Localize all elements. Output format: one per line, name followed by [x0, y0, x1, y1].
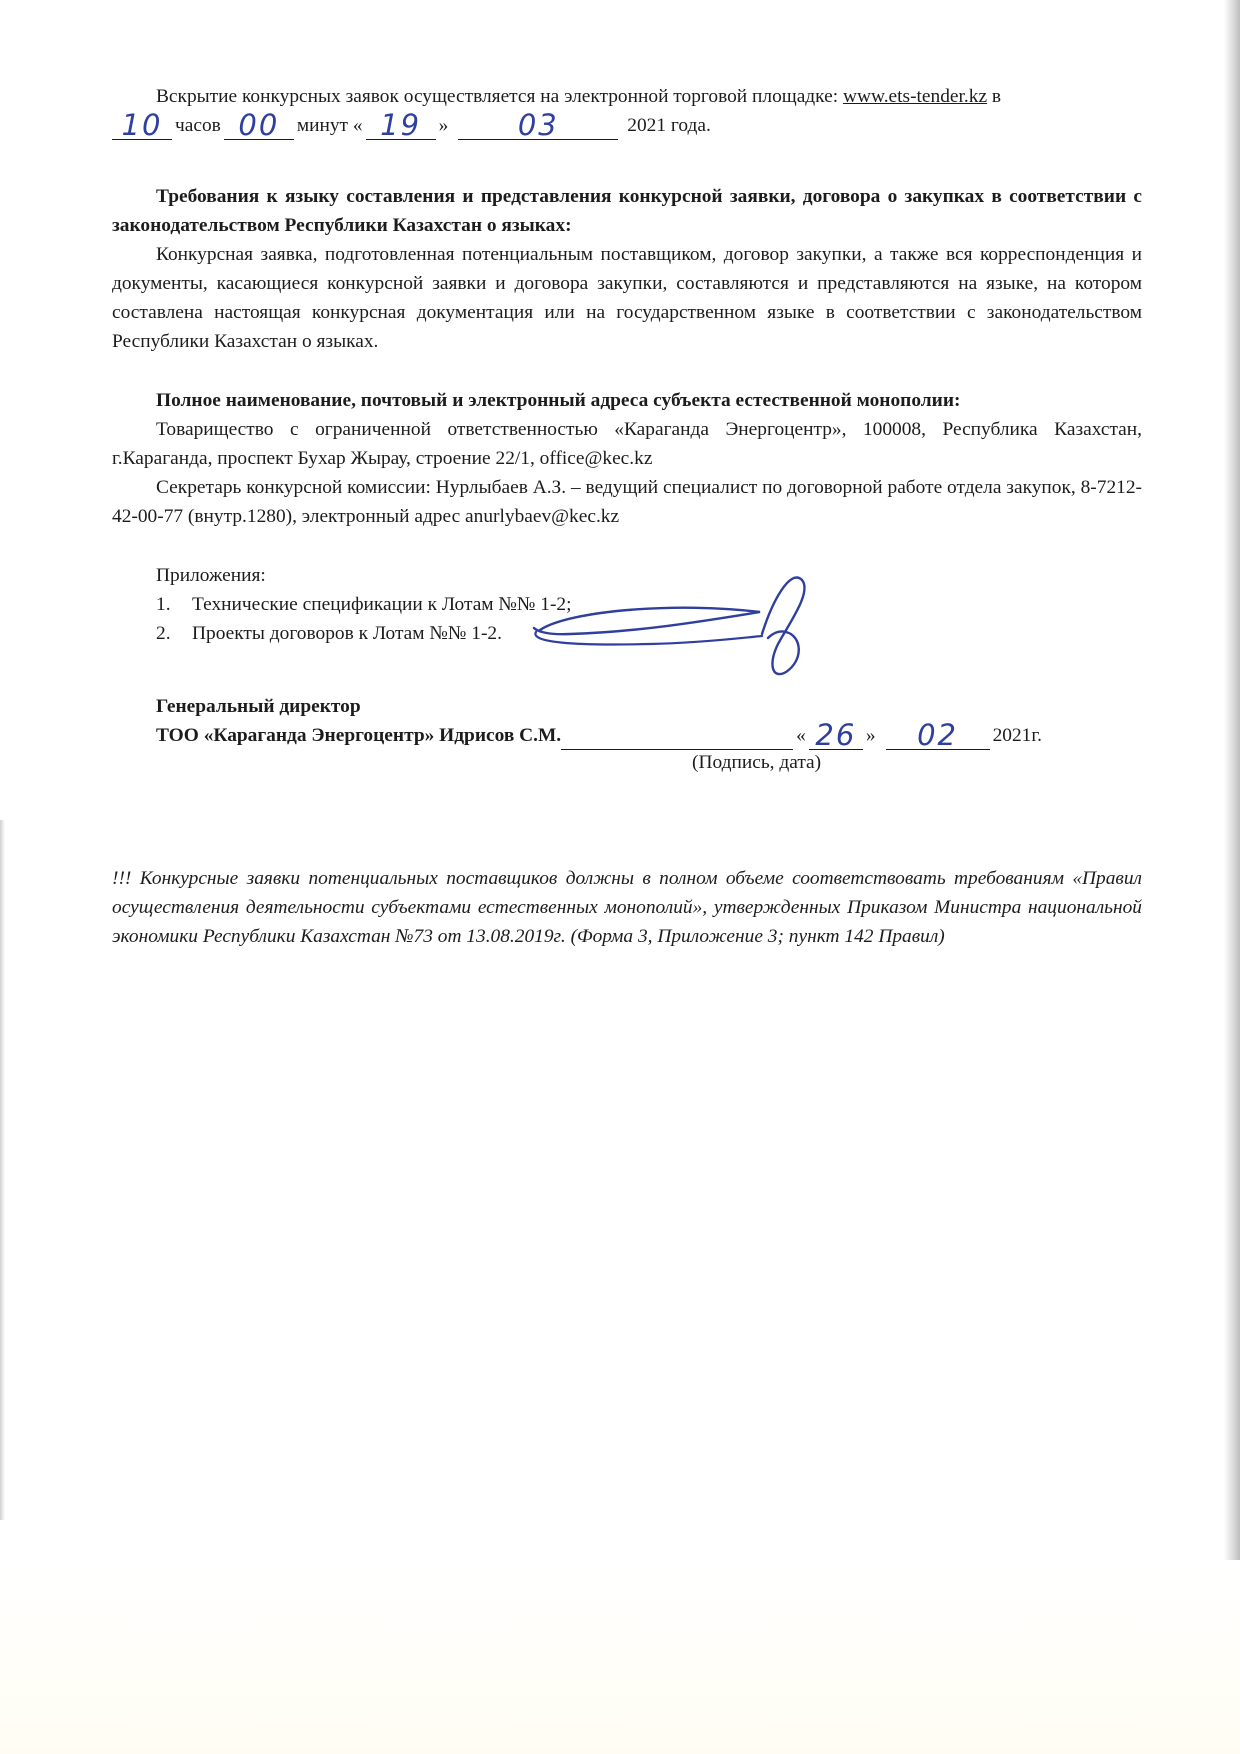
requirements-note: !!! Конкурсные заявки потенциальных поставщиков должны в полном объеме соответствовать требованиям «Правил осуществления деятельности субъектами естественных монополий», утвержденных Приказом Министра национальной экономики Республики Казахстан №73 от 13.08.2019г. (Форма 3, Приложение 3; пункт 142 Правил) [112, 868, 1142, 947]
opening-year: 2021 года. [627, 115, 711, 136]
month-handwritten: 03 [517, 108, 559, 142]
scan-edge-left-shadow [0, 820, 5, 1520]
date-day-blank [809, 718, 863, 752]
day-blank [366, 108, 436, 142]
list-item-number: 1. [156, 594, 171, 615]
document-body [112, 82, 1142, 951]
signer-name: ТОО «Караганда Энергоцентр» Идрисов С.М. [156, 725, 562, 746]
secretary-info: Секретарь конкурсной комиссии: Нурлыбаев А.З. – ведущий специалист по договорной работе отдела закупок, 8-7212-42-00-77 (внутр.1280), электронный адрес anurlybaev@kec.kz [112, 477, 1142, 527]
list-item-number: 2. [156, 623, 171, 644]
opening-text-end: в [987, 86, 1002, 107]
scan-bottom-tint [0, 1560, 1240, 1754]
attachments-title: Приложения: [156, 565, 266, 586]
scan-edge-shadow [1224, 0, 1240, 1754]
date-close-quote: » [865, 725, 876, 746]
minutes-blank [224, 108, 294, 142]
signer-line [112, 718, 1142, 752]
signature-caption: (Подпись, дата) [692, 752, 822, 773]
opening-text: Вскрытие конкурсных заявок осуществляется на электронной торговой площадке: [156, 86, 843, 107]
day-close-quote: » [438, 115, 449, 136]
date-year: 2021г. [992, 725, 1042, 746]
minutes-handwritten: 00 [238, 108, 280, 142]
date-month-blank [886, 718, 990, 752]
date-month-handwritten: 02 [917, 718, 959, 752]
month-blank [458, 108, 618, 142]
opening-time-line [112, 108, 1142, 142]
company-address: Товарищество с ограниченной ответственностью «Караганда Энергоцентр», 100008, Республика Казахстан, г.Караганда, проспект Бухар Жырау, строение 22/1, office@kec.kz [112, 419, 1142, 469]
hours-label: часов [175, 115, 221, 136]
date-open-quote: « [796, 725, 806, 746]
hours-blank [112, 108, 172, 142]
list-item-text: Технические спецификации к Лотам №№ 1-2; [192, 594, 572, 615]
signature-block [112, 692, 1142, 776]
handwritten-signature [510, 572, 850, 682]
signature-blank [561, 722, 793, 750]
opening-paragraph [112, 82, 1142, 111]
language-body: Конкурсная заявка, подготовленная потенциальным поставщиком, договор закупки, а также вся корреспонденция и документы, касающиеся конкурсной заявки и договора закупки, составляются и представляются на языке, на котором составлена настоящая конкурсная документация или на государственном языке в соответствии с законодательством Республики Казахстан о языках. [112, 244, 1142, 352]
day-handwritten: 19 [380, 108, 422, 142]
language-heading: Требования к языку составления и представления конкурсной заявки, договора о закупках в соответствии с законодательством Республики Казахстан о языках: [112, 186, 1142, 236]
list-item-text: Проекты договоров к Лотам №№ 1-2. [192, 623, 502, 644]
signer-position: Генеральный директор [156, 696, 361, 717]
date-day-handwritten: 26 [815, 718, 857, 752]
ets-tender-link[interactable]: www.ets-tender.kz [842, 86, 988, 107]
minutes-label: минут « [296, 115, 363, 136]
hours-handwritten: 10 [121, 108, 163, 142]
address-heading: Полное наименование, почтовый и электронный адреса субъекта естественной монополии: [156, 390, 961, 411]
